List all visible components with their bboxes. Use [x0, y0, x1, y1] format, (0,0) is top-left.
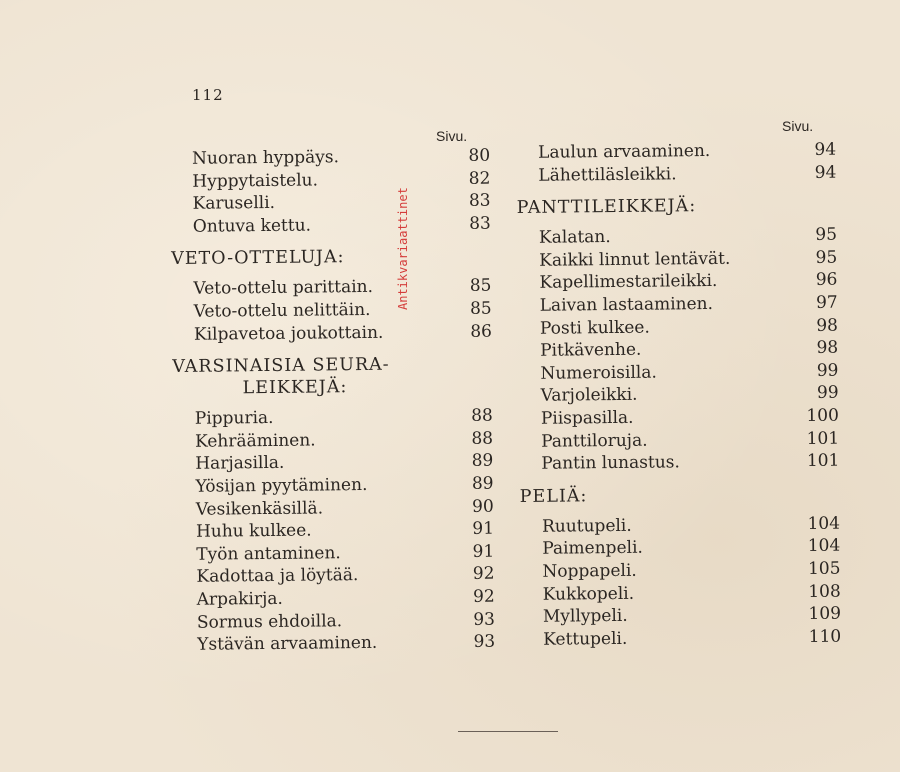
toc-entry-title: Huhu kulkee.	[195, 520, 312, 542]
section-heading-line1: VARSINAISIA SEURA-	[172, 354, 390, 378]
toc-entry	[517, 224, 837, 250]
toc-entry	[170, 145, 490, 171]
watermark-stamp: Antikvariaattinet	[396, 187, 410, 310]
toc-entry-title: Sormus ehdoilla.	[196, 610, 343, 633]
toc-entry	[174, 540, 494, 566]
toc-entry	[520, 512, 840, 538]
toc-entry	[516, 161, 836, 187]
toc-left-column	[170, 145, 495, 657]
toc-entry-page: 88	[471, 405, 493, 427]
toc-entry	[171, 275, 491, 301]
toc-entry-page: 101	[806, 450, 840, 472]
toc-entry-page: 99	[816, 360, 839, 381]
section-heading: PANTTILEIKKEJÄ:	[516, 196, 697, 219]
toc-entry	[174, 495, 494, 521]
toc-entry-page: 86	[470, 321, 493, 342]
toc-entry-title: Numeroisilla.	[540, 362, 657, 384]
toc-entry-page: 91	[472, 518, 495, 539]
toc-entry	[175, 631, 495, 657]
sivu-label-right: Sivu.	[782, 118, 814, 134]
toc-entry-title: Harjasilla.	[195, 453, 285, 475]
toc-entry-title: Veto-ottelu nelittäin.	[193, 299, 371, 322]
sivu-label-left: Sivu.	[436, 128, 468, 144]
toc-entry-title: Karuselli.	[192, 193, 276, 214]
toc-entry-title: Kalatan.	[538, 227, 611, 248]
toc-entry-title: Ystävän arvaaminen.	[197, 632, 378, 655]
toc-entry-page: 90	[472, 496, 494, 517]
toc-entry	[520, 535, 840, 561]
toc-entry	[521, 603, 841, 629]
toc-entry	[517, 269, 837, 295]
toc-entry-page: 99	[816, 382, 839, 404]
toc-entry-page: 89	[471, 473, 494, 494]
toc-entry-title: Kapellimestarileikki.	[539, 271, 718, 294]
toc-entry-page: 93	[473, 631, 496, 652]
toc-entry	[175, 586, 495, 612]
toc-entry	[521, 580, 841, 606]
toc-entry	[175, 608, 495, 634]
toc-entry-title: Yösijan pyytäminen.	[195, 474, 368, 497]
toc-entry	[173, 405, 493, 431]
toc-entry-title: Kilpavetoa joukottain.	[193, 322, 384, 345]
section-heading: PELIÄ:	[519, 485, 588, 507]
toc-entry-page: 94	[814, 139, 837, 160]
toc-entry-page: 109	[808, 603, 842, 625]
page-number: 112	[192, 86, 224, 104]
bottom-rule	[458, 731, 558, 732]
toc-entry-title: Veto-ottelu parittain.	[193, 277, 374, 300]
toc-entry	[518, 292, 838, 318]
toc-entry-title: Pippuria.	[194, 408, 274, 429]
toc-entry	[520, 558, 840, 584]
toc-right-column	[516, 139, 841, 652]
toc-entry-title: Myllypeli.	[542, 605, 628, 627]
toc-entry	[170, 190, 490, 216]
toc-entry-title: Vesikenkäsillä.	[195, 497, 324, 520]
toc-entry	[516, 139, 836, 165]
toc-entry-page: 95	[815, 224, 838, 246]
toc-entry-page: 85	[469, 276, 492, 297]
toc-entry	[173, 473, 493, 499]
toc-entry	[173, 450, 493, 476]
toc-entry-page: 89	[471, 450, 494, 472]
toc-entry-page: 92	[472, 563, 495, 585]
toc-entry-title: Pitkävenhe.	[540, 339, 642, 361]
toc-entry-title: Varjoleikki.	[540, 385, 638, 407]
toc-entry-page: 91	[472, 541, 495, 562]
toc-entry-title: Kehrääminen.	[194, 430, 316, 452]
toc-entry-page: 104	[807, 513, 841, 534]
toc-entry	[519, 427, 839, 453]
toc-entry-title: Työn antaminen.	[196, 542, 341, 565]
toc-entry-title: Kadottaa ja löytää.	[196, 565, 359, 588]
toc-entry	[170, 167, 490, 193]
toc-entry-page: 98	[816, 315, 839, 336]
section-heading	[172, 353, 492, 400]
toc-entry-page: 110	[808, 626, 842, 647]
section-heading: VETO-OTTELUJA:	[171, 247, 345, 270]
toc-entry-page: 88	[471, 428, 494, 449]
toc-entry-page: 95	[815, 247, 838, 268]
toc-entry-title: Hyppytaistelu.	[192, 170, 319, 192]
toc-entry-title: Kukkopeli.	[542, 583, 635, 605]
toc-entry-page: 96	[815, 270, 838, 291]
toc-entry-title: Noppapeli.	[542, 560, 637, 582]
toc-entry-page: 101	[806, 428, 840, 449]
toc-entry-page: 100	[806, 405, 839, 426]
toc-entry-title: Laulun arvaaminen.	[538, 140, 711, 163]
toc-entry	[173, 427, 493, 453]
toc-entry	[517, 246, 837, 272]
toc-entry-title: Panttiloruja.	[541, 430, 648, 452]
toc-entry-page: 82	[468, 168, 491, 189]
toc-entry-page: 98	[816, 337, 839, 359]
toc-entry-title: Kaikki linnut lentävät.	[539, 248, 731, 271]
toc-entry-page: 94	[814, 162, 837, 183]
toc-entry-title: Laivan lastaaminen.	[539, 293, 714, 316]
toc-entry-page: 93	[473, 609, 496, 630]
toc-entry-page: 97	[815, 292, 838, 313]
section-heading-line2: LEIKKEJÄ:	[242, 377, 348, 399]
toc-entry-title: Ruutupeli.	[541, 515, 632, 537]
toc-entry	[174, 518, 494, 544]
toc-entry-page: 80	[468, 145, 491, 166]
toc-entry-page: 85	[469, 298, 492, 319]
toc-entry-title: Piispasilla.	[540, 407, 634, 429]
toc-entry-page: 108	[808, 581, 841, 602]
toc-entry-page: 92	[472, 586, 495, 607]
toc-entry-title: Pantin lunastus.	[541, 452, 680, 474]
toc-entry	[174, 563, 494, 589]
toc-entry	[172, 298, 492, 324]
toc-entry-title: Paimenpeli.	[542, 538, 643, 560]
toc-entry-title: Posti kulkee.	[539, 317, 650, 339]
toc-entry-page: 83	[469, 213, 491, 234]
toc-entry-title: Arpakirja.	[196, 588, 283, 610]
toc-entry-title: Ontuva kettu.	[192, 215, 312, 237]
toc-entry	[519, 450, 839, 476]
toc-entry-page: 83	[468, 190, 491, 212]
toc-entry	[171, 212, 491, 238]
toc-entry	[519, 405, 839, 431]
toc-entry-title: Lähettiläsleikki.	[538, 163, 677, 186]
toc-entry	[518, 314, 838, 340]
toc-entry-page: 104	[807, 535, 841, 557]
toc-entry	[518, 359, 838, 385]
toc-entry-title: Nuoran hyppäys.	[192, 147, 340, 169]
toc-entry	[519, 382, 839, 408]
toc-entry-title: Kettupeli.	[543, 628, 628, 650]
toc-entry	[521, 625, 841, 651]
toc-entry	[172, 320, 492, 346]
toc-entry-page: 105	[807, 558, 841, 579]
toc-entry	[518, 337, 838, 363]
